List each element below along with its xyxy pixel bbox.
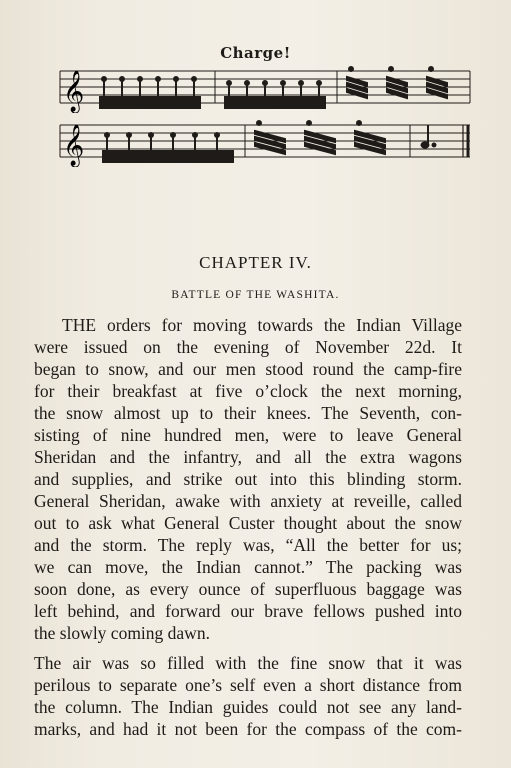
- text-line: and supplies, and strike out into this blinding storm.: [34, 469, 462, 489]
- text-line: Sheridan and the infantry, and all the extra wagons: [34, 447, 462, 467]
- text-line: sisting of nine hundred men, were to leave General: [34, 425, 462, 445]
- text-line: were issued on the evening of November 22d. It: [34, 337, 462, 357]
- music-title: Charge!: [220, 44, 291, 62]
- music-staff-1: [55, 63, 475, 113]
- chapter-heading: CHAPTER IV.: [199, 253, 312, 272]
- music-staff-2: [55, 117, 475, 167]
- text-line: we can move, the Indian cannot.” The packing was: [34, 557, 462, 577]
- text-line: the slowly coming dawn.: [34, 623, 210, 643]
- text-line: marks, and had it not been for the compass of the com-: [34, 719, 462, 739]
- paragraph-2: [34, 652, 462, 740]
- text-line: the column. The Indian guides could not see any land-: [34, 697, 462, 717]
- chapter-subheading: BATTLE OF THE WASHITA.: [171, 289, 340, 301]
- text-line: THE orders for moving towards the Indian Village: [62, 315, 462, 335]
- text-line: left behind, and forward our brave fellows pushed into: [34, 601, 462, 621]
- text-line: the snow almost up to their knees. The Seventh, con-: [34, 403, 462, 423]
- treble-clef-icon: 𝄞: [63, 71, 85, 112]
- text-line: soon done, as every ounce of superfluous baggage was: [34, 579, 462, 599]
- text-line: perilous to separate one’s self even a short distance from: [34, 675, 462, 695]
- text-line: began to snow, and our men stood round the camp-fire: [34, 359, 462, 379]
- text-line: The air was so filled with the fine snow that it was: [34, 653, 462, 673]
- text-line: General Sheridan, awake with anxiety at reveille, called: [34, 491, 462, 511]
- text-line: out to ask what General Custer thought about the snow: [34, 513, 462, 533]
- treble-clef-icon: 𝄞: [63, 125, 85, 166]
- text-line: and the storm. The reply was, “All the better for us;: [34, 535, 462, 555]
- text-line: for their breakfast at five o’clock the next morning,: [34, 381, 462, 401]
- paragraph-1: [34, 314, 462, 644]
